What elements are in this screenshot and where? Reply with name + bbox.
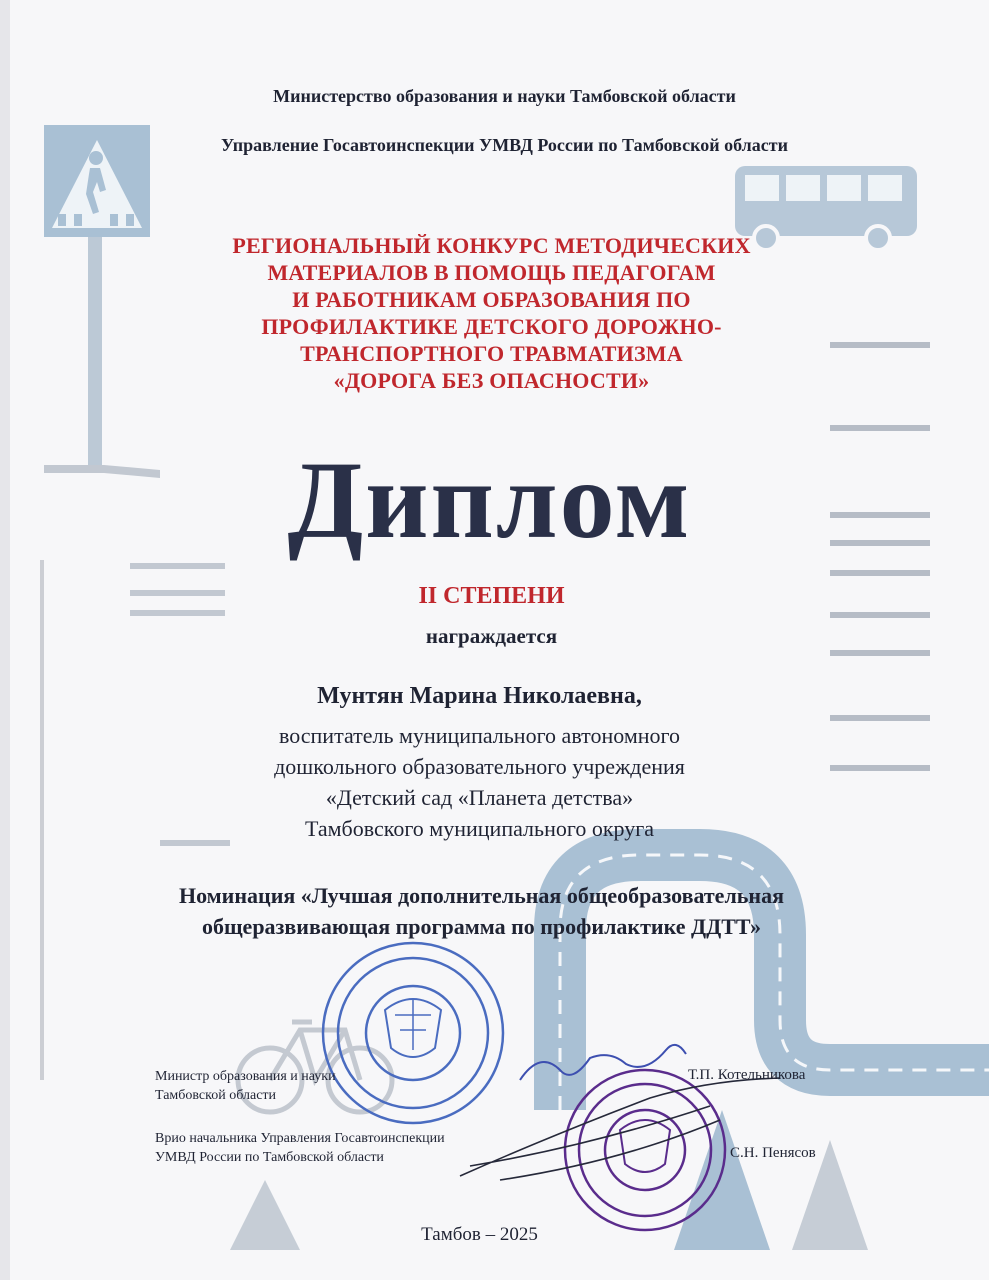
head-title-line: УМВД России по Тамбовской области (155, 1150, 384, 1165)
contest-title-line: РЕГИОНАЛЬНЫЙ КОНКУРС МЕТОДИЧЕСКИХ (232, 233, 751, 258)
nomination-line: Номинация «Лучшая дополнительная общеобразовательная (178, 883, 785, 908)
minister-title (155, 1067, 336, 1105)
recipient-position (0, 720, 974, 844)
ministry-heading: Министерство образования и науки Тамбовской области (273, 86, 736, 106)
contest-title-line: «ДОРОГА БЕЗ ОПАСНОСТИ» (333, 368, 650, 393)
ministry-stamp (323, 943, 503, 1123)
contest-title-line: МАТЕРИАЛОВ В ПОМОЩЬ ПЕДАГОГАМ (267, 260, 716, 285)
diploma-degree: II СТЕПЕНИ (418, 583, 565, 609)
head-title-line: Врио начальника Управления Госавтоинспекции (155, 1131, 445, 1146)
diploma-title: Диплом (287, 439, 692, 561)
police-stamp (565, 1070, 725, 1230)
recipient-position-line: воспитатель муниципального автономного (278, 723, 681, 748)
head-title (155, 1129, 445, 1167)
recipient-name: Мунтян Марина Николаевна, (317, 683, 642, 709)
contest-title-line: ТРАНСПОРТНОГО ТРАВМАТИЗМА (300, 341, 683, 366)
recipient-position-line: «Детский сад «Планета детства» (325, 785, 634, 810)
minister-title-line: Министр образования и науки (155, 1069, 336, 1084)
city-year: Тамбов – 2025 (421, 1224, 538, 1245)
gibdd-heading: Управление Госавтоинспекции УМВД России по Тамбовской области (221, 135, 788, 155)
awarded-label: награждается (425, 624, 558, 648)
contest-title-line: И РАБОТНИКАМ ОБРАЗОВАНИЯ ПО (292, 287, 691, 312)
nomination-line: общеразвивающая программа по профилактике ДДТТ» (201, 914, 762, 939)
head-name: С.Н. Пенясов (730, 1145, 816, 1161)
recipient-position-line: дошкольного образовательного учреждения (274, 754, 685, 779)
nomination (0, 880, 976, 942)
contest-title (0, 232, 986, 394)
minister-title-line: Тамбовской области (155, 1088, 277, 1103)
contest-title-line: ПРОФИЛАКТИКЕ ДЕТСКОГО ДОРОЖНО- (261, 314, 722, 339)
minister-name: Т.П. Котельникова (688, 1067, 806, 1083)
recipient-position-line: Тамбовского муниципального округа (304, 816, 655, 841)
